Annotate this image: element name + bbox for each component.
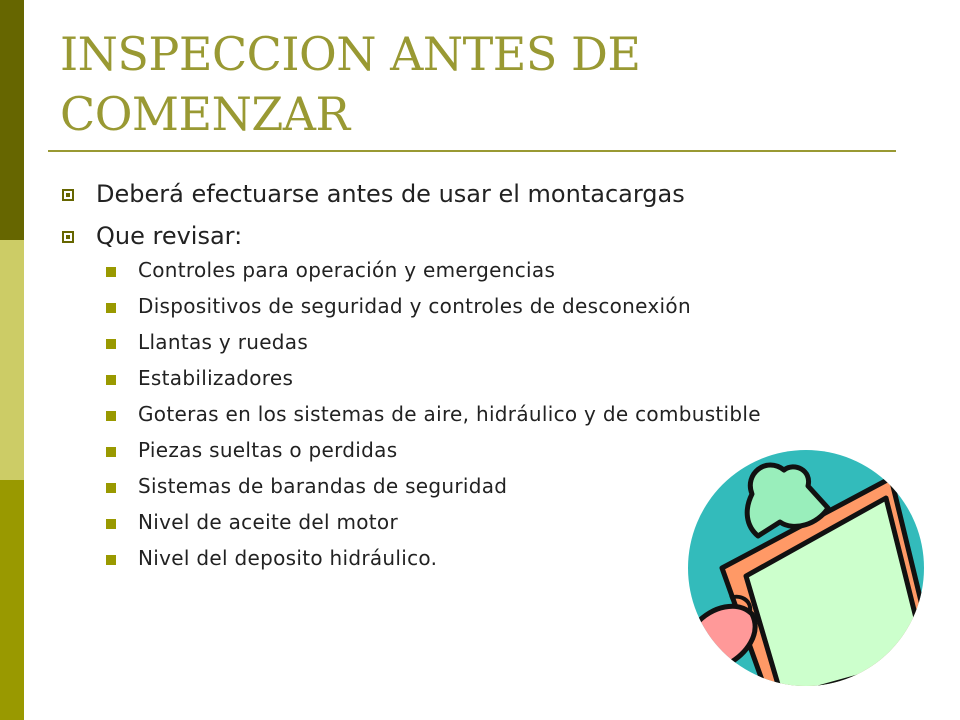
filled-square-bullet-icon <box>106 519 116 529</box>
sub-bullet-text: Sistemas de barandas de seguridad <box>138 474 508 498</box>
sub-bullet-text: Controles para operación y emergencias <box>138 258 556 282</box>
sub-bullet-text: Nivel del deposito hidráulico. <box>138 546 438 570</box>
sub-bullet-item <box>96 366 940 390</box>
sub-bullet-item <box>96 330 940 354</box>
sub-bullet-text: Piezas sueltas o perdidas <box>138 438 398 462</box>
filled-square-bullet-icon <box>106 303 116 313</box>
slide-title: INSPECCION ANTES DE COMENZAR <box>60 27 641 141</box>
sidebar-decoration <box>0 0 24 720</box>
sidebar-segment-middle <box>0 240 24 480</box>
bullet-text: Deberá efectuarse antes de usar el montacargas <box>96 180 685 208</box>
filled-square-bullet-icon <box>106 375 116 385</box>
sub-bullet-text: Llantas y ruedas <box>138 330 309 354</box>
sub-bullet-item <box>96 402 818 426</box>
hollow-square-bullet-icon <box>62 189 74 201</box>
bullet-text: Que revisar: <box>96 222 243 250</box>
filled-square-bullet-icon <box>106 447 116 457</box>
sub-bullet-text: Goteras en los sistemas de aire, hidráulico y de combustible <box>138 402 761 426</box>
title-divider <box>48 150 896 152</box>
clipart-hand-shape <box>692 606 755 684</box>
sidebar-segment-bottom <box>0 480 24 720</box>
filled-square-bullet-icon <box>106 267 116 277</box>
filled-square-bullet-icon <box>106 411 116 421</box>
filled-square-bullet-icon <box>106 339 116 349</box>
hollow-square-bullet-icon <box>62 231 74 243</box>
sub-bullet-item <box>96 294 940 318</box>
bullet-item <box>60 176 940 212</box>
sub-bullet-text: Estabilizadores <box>138 366 294 390</box>
filled-square-bullet-icon <box>106 555 116 565</box>
sub-bullet-item <box>96 258 940 282</box>
sidebar-segment-top <box>0 0 24 240</box>
sub-bullet-text: Nivel de aceite del motor <box>138 510 398 534</box>
filled-square-bullet-icon <box>106 483 116 493</box>
clipboard-clipart <box>686 448 926 688</box>
sub-bullet-text: Dispositivos de seguridad y controles de desconexión <box>138 294 691 318</box>
